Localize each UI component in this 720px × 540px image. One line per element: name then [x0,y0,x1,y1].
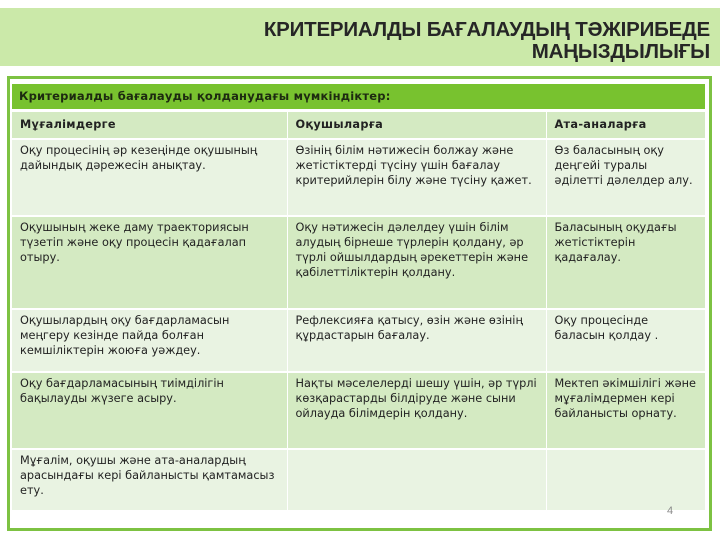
table-cell: Рефлексияға қатысу, өзін және өзінің құрдастарын бағалау. [287,309,546,372]
table-cell: Мұғалім, оқушы және ата-аналардың арасындағы кері байланысты қамтамасыз ету. [12,449,287,511]
table-cell [546,449,705,511]
slide-title-line-1: КРИТЕРИАЛДЫ БАҒАЛАУДЫҢ ТӘЖІРИБЕДЕ [263,18,710,41]
table-cell: Өзінің білім нәтижесін болжау және жетістіктерді түсіну үшін бағалау критерийлерін білу және түсіну қажет. [287,139,546,216]
table-row [12,216,705,309]
table-cell: Мектеп әкімшілігі және мұғалімдермен кері байланысты орнату. [546,372,705,449]
slide-title [264,19,710,63]
table-cell: Оқу бағдарламасының тиімділігін бақылауды жүзеге асыру. [12,372,287,449]
column-header-parents: Ата-аналарға [546,111,705,140]
column-header-students: Оқушыларға [287,111,546,140]
table-cell: Оқу процесінде баласын қолдау . [546,309,705,372]
table-caption-row [12,84,705,111]
table-cell: Оқу нәтижесін дәлелдеу үшін білім алудың бірнеше түрлерін қолдану, әр түрлі ойшылдардың әрекеттерін және қабілеттіліктерін қолдану. [287,216,546,309]
criteria-table [12,84,705,512]
table-cell: Оқушының жеке даму траекториясын түзетіп және оқу процесін қадағалап отыру. [12,216,287,309]
table-cell: Баласының оқудағы жетістіктерін қадағалау. [546,216,705,309]
column-header-row [12,111,705,140]
table-caption: Критериалды бағалауды қолданудағы мүмкіндіктер: [12,84,705,111]
column-header-teachers: Мұғалімдерге [12,111,287,140]
slide-title-line-2: МАҢЫЗДЫЛЫҒЫ [531,40,710,63]
table-cell [287,449,546,511]
table-cell: Нақты мәселелерді шешу үшін, әр түрлі көзқарастарды білдіруде және сыни ойлауда білімдерін қолдану. [287,372,546,449]
title-band [0,8,720,66]
table-row [12,449,705,511]
table-row [12,309,705,372]
table-row [12,139,705,216]
table-row [12,372,705,449]
page-number: 4 [667,505,674,517]
table-cell: Өз баласының оқу деңгейі туралы әділетті дәлелдер алу. [546,139,705,216]
table-cell: Оқу процесінің әр кезеңінде оқушының дайындық дәрежесін анықтау. [12,139,287,216]
table-cell: Оқушылардың оқу бағдарламасын меңгеру кезінде пайда болған кемшіліктерін жоюға уәждеу. [12,309,287,372]
